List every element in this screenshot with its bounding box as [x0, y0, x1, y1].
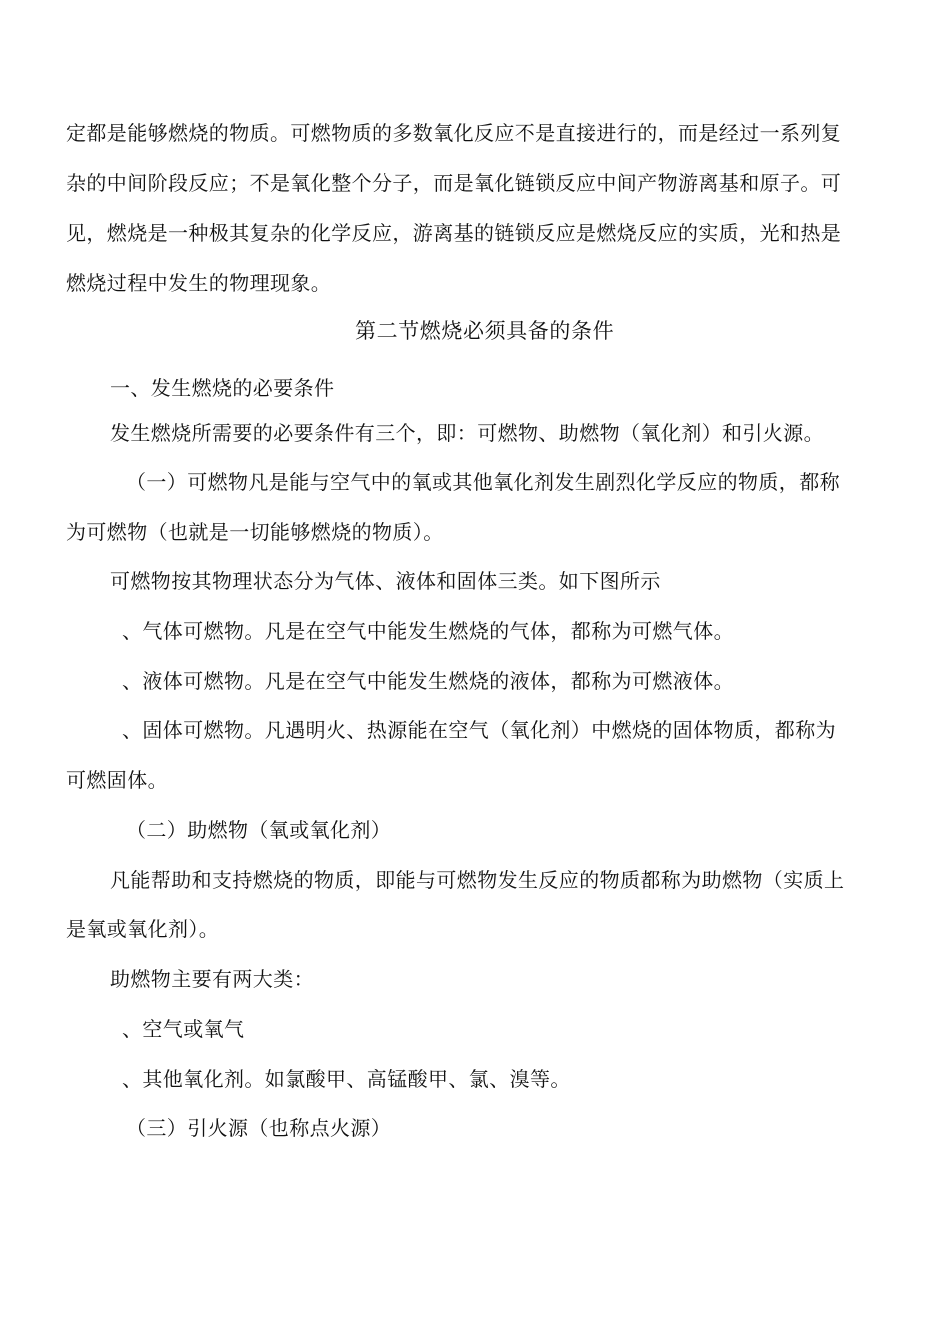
combustible-solid-line-2: 可燃固体。	[66, 768, 168, 792]
oxidizers-definition-line-2: 是氧或氧化剂）。	[66, 917, 220, 941]
heading-necessary-conditions: 一、发生燃烧的必要条件	[110, 376, 335, 400]
ignition-heading: （三）引火源（也称点火源）	[126, 1116, 392, 1140]
oxidizers-types-intro: 助燃物主要有两大类：	[110, 967, 314, 991]
intro-line-2: 杂的中间阶段反应；不是氧化整个分子，而是氧化链锁反应中间产物游离基和原子。可	[66, 171, 842, 195]
combustible-liquid-item: 、液体可燃物。凡是在空气中能发生燃烧的液体，都称为可燃液体。	[122, 669, 734, 693]
intro-line-1: 定都是能够燃烧的物质。可燃物质的多数氧化反应不是直接进行的，而是经过一系列复	[66, 121, 842, 145]
section-title: 第二节燃烧必须具备的条件	[355, 319, 615, 343]
oxidizers-heading: （二）助燃物（氧或氧化剂）	[126, 818, 392, 842]
oxidizers-definition-line-1: 凡能帮助和支持燃烧的物质，即能与可燃物发生反应的物质都称为助燃物（实质上	[110, 868, 845, 892]
combustibles-line-1: （一）可燃物凡是能与空气中的氧或其他氧化剂发生剧烈化学反应的物质，都称	[126, 470, 840, 494]
combustibles-classification: 可燃物按其物理状态分为气体、液体和固体三类。如下图所示	[110, 569, 661, 593]
intro-line-3: 见，燃烧是一种极其复杂的化学反应，游离基的链锁反应是燃烧反应的实质，光和热是	[66, 221, 842, 245]
oxidizer-type-1: 、空气或氧气	[122, 1017, 245, 1041]
conditions-intro: 发生燃烧所需要的必要条件有三个，即：可燃物、助燃物（氧化剂）和引火源。	[110, 421, 824, 445]
oxidizer-type-2: 、其他氧化剂。如氯酸甲、高锰酸甲、氯、溴等。	[122, 1067, 571, 1091]
intro-line-4: 燃烧过程中发生的物理现象。	[66, 271, 332, 295]
combustibles-line-2: 为可燃物（也就是一切能够燃烧的物质）。	[66, 520, 444, 544]
combustible-solid-line-1: 、固体可燃物。凡遇明火、热源能在空气（氧化剂）中燃烧的固体物质，都称为	[122, 718, 836, 742]
combustible-gas-item: 、气体可燃物。凡是在空气中能发生燃烧的气体，都称为可燃气体。	[122, 619, 734, 643]
